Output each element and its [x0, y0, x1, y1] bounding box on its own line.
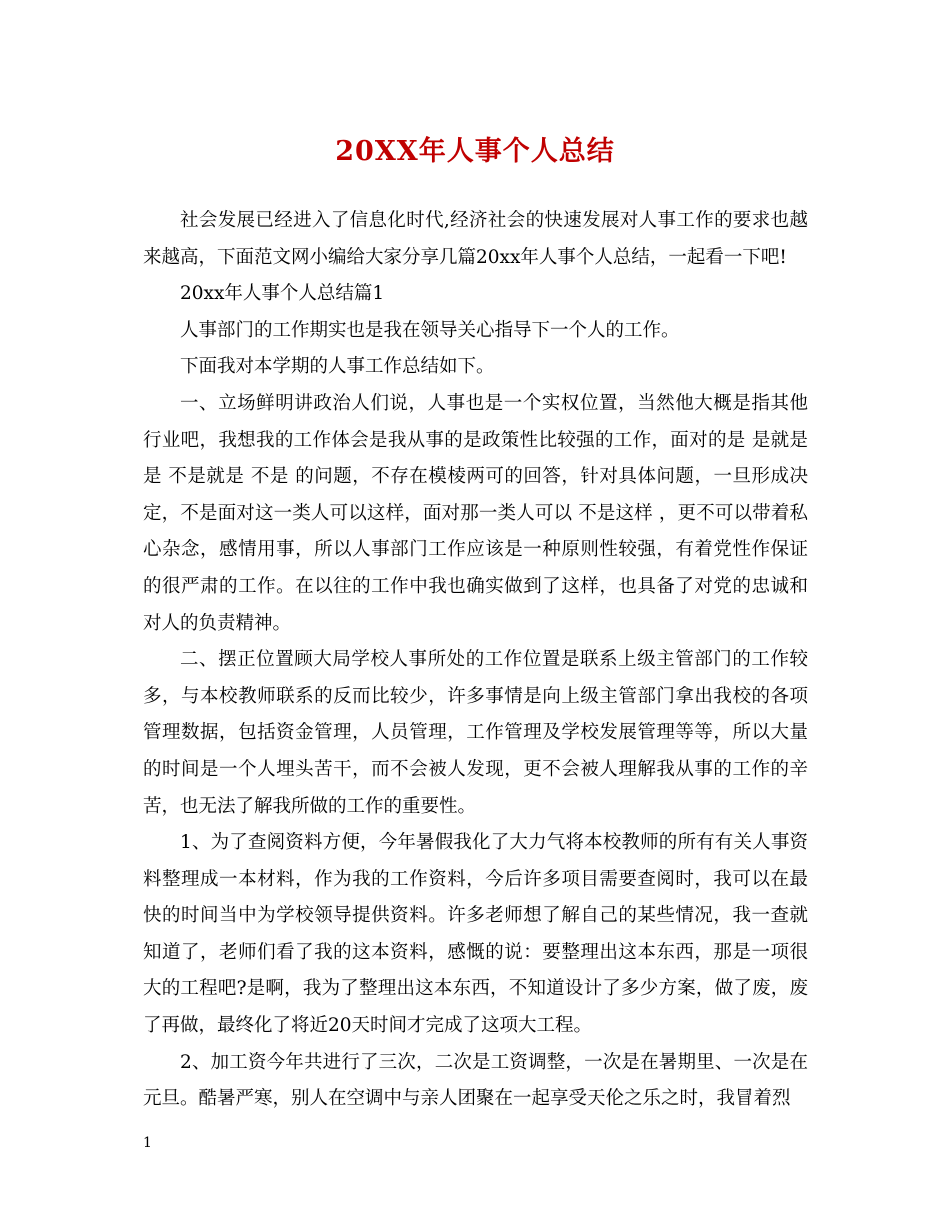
paragraph: 人事部门的工作期实也是我在领导关心指导下一个人的工作。: [180, 319, 680, 341]
document-title: 20XX年人事个人总结: [335, 136, 615, 167]
section-heading: 20xx年人事个人总结篇1: [180, 283, 385, 305]
paragraph: 一、立场鲜明讲政治人们说，人事也是一个实权位置，当然他大概是指其他行业吧，我想我的工作体会是我从事的是政策性比较强的工作，面对的是 是就是是 不是就是 不是 的问题，不存在模棱两可的回答，针对具体问题，一旦形成决定，不是面对这一类人可以这样，面对那一类人可以 不是这样 ，更不可以带着私心杂念，感情用事，所以人事部门工作应该是一种原则性较强，有着党性作保证的很严肃的工作。在以往的工作中我也确实做到了这样，也具备了对党的忠诚和对人的负责精神。: [143, 392, 808, 634]
intro-paragraph: 社会发展已经进入了信息化时代,经济社会的快速发展对人事工作的要求也越来越高，下面范文网小编给大家分享几篇20xx年人事个人总结，一起看一下吧!: [143, 210, 808, 268]
page-number: 1: [143, 1135, 152, 1151]
paragraph: 下面我对本学期的人事工作总结如下。: [180, 356, 495, 378]
paragraph: 二、摆正位置顾大局学校人事所处的工作位置是联系上级主管部门的工作较多，与本校教师联系的反而比较少，许多事情是向上级主管部门拿出我校的各项管理数据，包括资金管理，人员管理，工作管理及学校发展管理等等，所以大量的时间是一个人埋头苦干，而不会被人发现，更不会被人理解我从事的工作的辛苦，也无法了解我所做的工作的重要性。: [143, 649, 808, 817]
paragraph: 2、加工资今年共进行了三次，二次是工资调整，一次是在暑期里、一次是在元旦。酷暑严寒，别人在空调中与亲人团聚在一起享受天伦之乐之时，我冒着烈: [143, 1051, 808, 1110]
document-body: [143, 203, 808, 1118]
paragraph: 1、为了查阅资料方便，今年暑假我化了大力气将本校教师的所有有关人事资料整理成一本材料，作为我的工作资料，今后许多项目需要查阅时，我可以在最快的时间当中为学校领导提供资料。许多老师想了解自己的某些情况，我一查就知道了，老师们看了我的这本资料，感慨的说：要整理出这本东西，那是一项很大的工程吧?是啊，我为了整理出这本东西，不知道设计了多少方案，做了废，废了再做，最终化了将近20天时间才完成了这项大工程。: [143, 832, 808, 1037]
